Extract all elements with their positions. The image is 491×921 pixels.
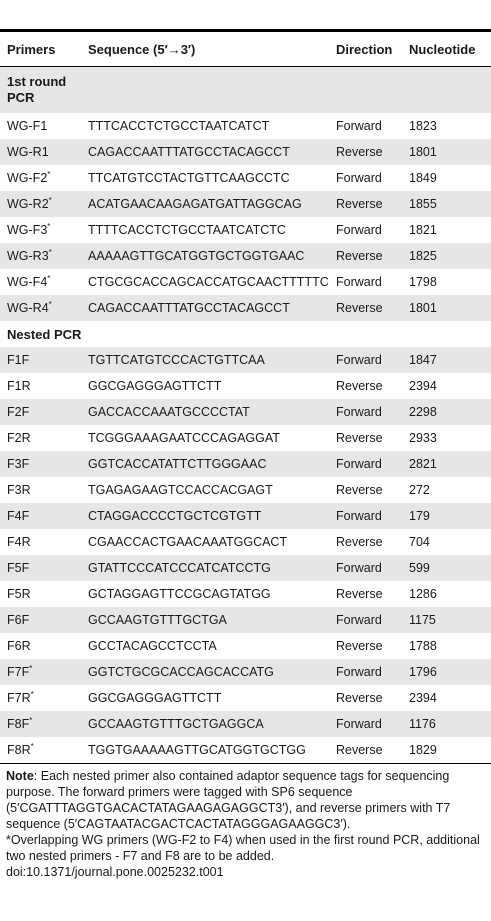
- direction-cell-text: Reverse: [336, 431, 383, 445]
- sequence-cell: [81, 503, 329, 529]
- sequence-cell: [81, 243, 329, 269]
- primer-cell: [0, 165, 81, 191]
- primer-cell-text: F8R: [7, 743, 31, 757]
- primer-cell-text: F5R: [7, 587, 31, 601]
- sequence-cell-text: GGCGAGGGAGTTCTT: [88, 691, 222, 705]
- table-row: [0, 503, 491, 529]
- table-row: [0, 295, 491, 321]
- sequence-cell: [81, 529, 329, 555]
- primer-cell: [0, 295, 81, 321]
- direction-cell-text: Reverse: [336, 743, 383, 757]
- sequence-cell: [81, 347, 329, 373]
- primer-cell-text: WG-F3: [7, 223, 48, 237]
- primer-cell-text: F1F: [7, 353, 30, 367]
- primer-cell-text: WG-R4: [7, 301, 49, 315]
- section-title: Nested PCR: [7, 326, 82, 342]
- nucleotide-cell: [402, 113, 491, 139]
- sequence-cell-text: GCCAAGTGTTTGCTGA: [88, 613, 227, 627]
- table-row: [0, 373, 491, 399]
- nucleotide-cell-text: 704: [409, 535, 430, 549]
- sequence-cell-text: GACCACCAAATGCCCCTAT: [88, 405, 250, 419]
- sequence-cell: [81, 373, 329, 399]
- primer-cell-text: F8F: [7, 717, 30, 731]
- primer-cell: [0, 451, 81, 477]
- sequence-cell-text: CGAACCACTGAACAAATGGCACT: [88, 535, 288, 549]
- sequence-cell: [81, 659, 329, 685]
- direction-cell-text: Forward: [336, 561, 382, 575]
- sequence-cell: [81, 191, 329, 217]
- table-row: [0, 737, 491, 763]
- nucleotide-cell: [402, 139, 491, 165]
- sequence-cell: [81, 685, 329, 711]
- primer-cell-text: WG-R2: [7, 197, 49, 211]
- direction-cell: [329, 399, 402, 425]
- sequence-cell-text: CTGCGCACCAGCACCATGCAACTTTTTC: [88, 275, 329, 289]
- overlap-marker: *: [48, 247, 52, 257]
- nucleotide-cell-text: 1821: [409, 223, 437, 237]
- sequence-cell: [81, 399, 329, 425]
- header-sequence: Sequence (5′→3′): [81, 32, 329, 67]
- direction-cell-text: Forward: [336, 353, 382, 367]
- nucleotide-cell-text: 2298: [409, 405, 437, 419]
- sequence-cell: [81, 139, 329, 165]
- nucleotide-cell: [402, 737, 491, 763]
- direction-cell-text: Reverse: [336, 301, 383, 315]
- overlap-marker: *: [29, 663, 33, 673]
- nucleotide-cell-text: 1176: [409, 717, 436, 731]
- direction-cell: [329, 191, 402, 217]
- nucleotide-cell: [402, 165, 491, 191]
- nucleotide-cell-text: 1847: [409, 353, 437, 367]
- primer-cell-text: WG-F1: [7, 119, 48, 133]
- direction-cell: [329, 373, 402, 399]
- nucleotide-cell: [402, 347, 491, 373]
- direction-cell: [329, 633, 402, 659]
- table-row: [0, 425, 491, 451]
- sequence-cell-text: GCCAAGTGTTTGCTGAGGCA: [88, 717, 264, 731]
- sequence-cell: [81, 295, 329, 321]
- primer-cell-text: F4F: [7, 509, 30, 523]
- overlap-marker: *: [48, 299, 52, 309]
- primer-cell-text: F2R: [7, 431, 31, 445]
- primer-cell-text: WG-F2: [7, 171, 48, 185]
- primer-cell: [0, 113, 81, 139]
- nucleotide-cell-text: 1788: [409, 639, 437, 653]
- nucleotide-cell-text: 2394: [409, 379, 437, 393]
- nucleotide-cell-text: 1825: [409, 249, 437, 263]
- sequence-cell: [81, 555, 329, 581]
- primer-cell: [0, 399, 81, 425]
- table-row: [0, 451, 491, 477]
- direction-cell: [329, 425, 402, 451]
- sequence-cell-text: TGTTCATGTCCCACTGTTCAA: [88, 353, 265, 367]
- primer-cell: [0, 711, 81, 737]
- sequence-cell: [81, 737, 329, 763]
- table-footnotes: [0, 763, 491, 880]
- primer-cell: [0, 139, 81, 165]
- direction-cell-text: Reverse: [336, 145, 383, 159]
- nucleotide-cell-text: 2821: [409, 457, 437, 471]
- direction-cell: [329, 555, 402, 581]
- section-row: [0, 67, 491, 114]
- primer-table: [0, 32, 491, 763]
- nucleotide-cell-text: 1801: [409, 301, 437, 315]
- direction-cell-text: Forward: [336, 171, 382, 185]
- primer-cell: [0, 191, 81, 217]
- nucleotide-cell: [402, 503, 491, 529]
- table-row: [0, 633, 491, 659]
- overlap-marker: *: [47, 221, 51, 231]
- direction-cell-text: Reverse: [336, 197, 383, 211]
- direction-cell: [329, 529, 402, 555]
- primer-cell: [0, 373, 81, 399]
- direction-cell: [329, 451, 402, 477]
- sequence-cell: [81, 711, 329, 737]
- primer-cell-text: WG-F4: [7, 275, 48, 289]
- table-row: [0, 711, 491, 737]
- sequence-cell-text: GCTAGGAGTTCCGCAGTATGG: [88, 587, 271, 601]
- primer-cell: [0, 581, 81, 607]
- direction-cell: [329, 139, 402, 165]
- direction-cell: [329, 659, 402, 685]
- sequence-cell-text: TTTCACCTCTGCCTAATCATCT: [88, 119, 270, 133]
- nucleotide-cell: [402, 685, 491, 711]
- sequence-cell-text: CTAGGACCCCTGCTCGTGTT: [88, 509, 262, 523]
- direction-cell-text: Forward: [336, 509, 382, 523]
- nucleotide-cell-text: 2394: [409, 691, 437, 705]
- table-page: [0, 29, 491, 880]
- direction-cell-text: Reverse: [336, 483, 383, 497]
- primer-cell: [0, 425, 81, 451]
- primer-cell-text: WG-R1: [7, 145, 49, 159]
- sequence-cell: [81, 425, 329, 451]
- direction-cell: [329, 165, 402, 191]
- nucleotide-cell: [402, 607, 491, 633]
- table-row: [0, 607, 491, 633]
- sequence-cell: [81, 581, 329, 607]
- table-row: [0, 243, 491, 269]
- header-row: [0, 32, 491, 67]
- nucleotide-cell: [402, 425, 491, 451]
- nucleotide-cell: [402, 581, 491, 607]
- sequence-cell-text: TGGTGAAAAAGTTGCATGGTGCTGG: [88, 743, 306, 757]
- section-filler: [81, 67, 491, 114]
- direction-cell-text: Forward: [336, 457, 382, 471]
- direction-cell-text: Forward: [336, 223, 382, 237]
- nucleotide-cell-text: 1175: [409, 613, 436, 627]
- direction-cell: [329, 347, 402, 373]
- table-row: [0, 529, 491, 555]
- nucleotide-cell-text: 1798: [409, 275, 437, 289]
- table-body: [0, 67, 491, 764]
- direction-cell-text: Forward: [336, 717, 382, 731]
- section-row: [0, 321, 491, 347]
- table-row: [0, 555, 491, 581]
- nucleotide-cell-text: 1829: [409, 743, 437, 757]
- table-row: [0, 269, 491, 295]
- primer-cell-text: F5F: [7, 561, 30, 575]
- primer-cell-text: F3R: [7, 483, 31, 497]
- direction-cell: [329, 217, 402, 243]
- nucleotide-cell-text: 272: [409, 483, 430, 497]
- sequence-cell: [81, 113, 329, 139]
- overlap-marker: *: [47, 169, 51, 179]
- header-direction: Direction: [329, 32, 402, 67]
- nucleotide-cell-text: 1855: [409, 197, 437, 211]
- table-row: [0, 113, 491, 139]
- primer-cell-text: F2F: [7, 405, 30, 419]
- nucleotide-cell: [402, 295, 491, 321]
- table-row: [0, 581, 491, 607]
- nucleotide-cell-text: 599: [409, 561, 430, 575]
- primer-cell-text: F4R: [7, 535, 31, 549]
- doi-text: doi:10.1371/journal.pone.0025232.t001: [6, 865, 224, 879]
- direction-cell: [329, 685, 402, 711]
- table-row: [0, 399, 491, 425]
- primer-cell: [0, 347, 81, 373]
- overlap-marker: *: [47, 273, 51, 283]
- overlap-marker: *: [48, 195, 52, 205]
- nucleotide-cell: [402, 633, 491, 659]
- direction-cell: [329, 295, 402, 321]
- direction-cell-text: Forward: [336, 275, 382, 289]
- nucleotide-cell-text: 1823: [409, 119, 437, 133]
- nucleotide-cell: [402, 217, 491, 243]
- overlap-marker: *: [30, 741, 34, 751]
- header-nucleotide: Nucleotide: [402, 32, 491, 67]
- table-row: [0, 217, 491, 243]
- nucleotide-cell: [402, 529, 491, 555]
- sequence-cell: [81, 451, 329, 477]
- nucleotide-cell: [402, 191, 491, 217]
- primer-cell-text: F3F: [7, 457, 30, 471]
- direction-cell-text: Reverse: [336, 379, 383, 393]
- note-paragraph: [6, 768, 488, 832]
- direction-cell-text: Reverse: [336, 691, 383, 705]
- sequence-cell: [81, 269, 329, 295]
- primer-cell: [0, 607, 81, 633]
- table-row: [0, 347, 491, 373]
- sequence-cell: [81, 217, 329, 243]
- header-primers: Primers: [0, 32, 81, 67]
- note-text: : Each nested primer also contained adaptor sequence tags for sequencing purpose. The forward primers were tagged with SP6 sequence (5′CGATTTAGGTGACACTATAGAAGAGAGGCT3′), and reverse primers with T7 sequence (5′CAGTAATACGACTCACTATAGGGAGAAGGC3′).: [6, 769, 451, 831]
- overlap-footnote: *Overlapping WG primers (WG-F2 to F4) when used in the first round PCR, additional two nested primers - F7 and F8 are to be added.: [6, 833, 480, 863]
- nucleotide-cell-text: 1796: [409, 665, 437, 679]
- nucleotide-cell: [402, 451, 491, 477]
- direction-cell: [329, 737, 402, 763]
- primer-cell-text: F1R: [7, 379, 31, 393]
- nucleotide-cell-text: 1801: [409, 145, 437, 159]
- section-title: 1st round PCR: [0, 67, 81, 114]
- direction-cell: [329, 269, 402, 295]
- direction-cell: [329, 711, 402, 737]
- direction-cell-text: Forward: [336, 613, 382, 627]
- sequence-cell: [81, 477, 329, 503]
- direction-cell-text: Forward: [336, 665, 382, 679]
- overlap-marker: *: [30, 689, 34, 699]
- nucleotide-cell-text: 2933: [409, 431, 437, 445]
- table-row: [0, 165, 491, 191]
- table-row: [0, 139, 491, 165]
- direction-cell-text: Reverse: [336, 587, 383, 601]
- nucleotide-cell: [402, 373, 491, 399]
- table-row: [0, 191, 491, 217]
- primer-cell: [0, 503, 81, 529]
- sequence-cell-text: GCCTACAGCCTCCTA: [88, 639, 217, 653]
- nucleotide-cell: [402, 477, 491, 503]
- direction-cell-text: Reverse: [336, 249, 383, 263]
- sequence-cell-text: TCGGGAAAGAATCCCAGAGGAT: [88, 431, 280, 445]
- primer-cell: [0, 269, 81, 295]
- primer-cell: [0, 477, 81, 503]
- nucleotide-cell: [402, 399, 491, 425]
- sequence-cell-text: TGAGAGAAGTCCACCACGAGT: [88, 483, 273, 497]
- nucleotide-cell: [402, 269, 491, 295]
- nucleotide-cell: [402, 555, 491, 581]
- overlap-marker: *: [29, 715, 33, 725]
- sequence-cell-text: GTATTCCCATCCCATCATCCTG: [88, 561, 271, 575]
- sequence-cell-text: GGTCTGCGCACCAGCACCATG: [88, 665, 274, 679]
- table-row: [0, 477, 491, 503]
- primer-cell-text: F7F: [7, 665, 30, 679]
- note-label: Note: [6, 769, 34, 783]
- nucleotide-cell-text: 1849: [409, 171, 437, 185]
- primer-cell: [0, 633, 81, 659]
- primer-cell: [0, 659, 81, 685]
- direction-cell-text: Forward: [336, 405, 382, 419]
- direction-cell-text: Forward: [336, 119, 382, 133]
- sequence-cell-text: CAGACCAATTTATGCCTACAGCCT: [88, 301, 290, 315]
- sequence-cell-text: GGCGAGGGAGTTCTT: [88, 379, 222, 393]
- direction-cell: [329, 607, 402, 633]
- sequence-cell: [81, 633, 329, 659]
- primer-cell-text: F7R: [7, 691, 31, 705]
- direction-cell: [329, 503, 402, 529]
- direction-cell: [329, 477, 402, 503]
- primer-cell: [0, 685, 81, 711]
- sequence-cell: [81, 607, 329, 633]
- sequence-cell-text: ACATGAACAAGAGATGATTAGGCAG: [88, 197, 302, 211]
- primer-cell-text: F6R: [7, 639, 31, 653]
- direction-cell: [329, 581, 402, 607]
- nucleotide-cell: [402, 711, 491, 737]
- sequence-cell-text: GGTCACCATATTCTTGGGAAC: [88, 457, 267, 471]
- sequence-cell-text: TTCATGTCCTACTGTTCAAGCCTC: [88, 171, 290, 185]
- table-row: [0, 659, 491, 685]
- nucleotide-cell-text: 1286: [409, 587, 437, 601]
- sequence-cell: [81, 165, 329, 191]
- nucleotide-cell: [402, 243, 491, 269]
- direction-cell-text: Reverse: [336, 535, 383, 549]
- primer-cell: [0, 243, 81, 269]
- sequence-cell-text: AAAAAGTTGCATGGTGCTGGTGAAC: [88, 249, 305, 263]
- primer-cell-text: F6F: [7, 613, 30, 627]
- nucleotide-cell: [402, 659, 491, 685]
- nucleotide-cell-text: 179: [409, 509, 430, 523]
- primer-cell: [0, 555, 81, 581]
- table-row: [0, 685, 491, 711]
- sequence-cell-text: CAGACCAATTTATGCCTACAGCCT: [88, 145, 290, 159]
- primer-cell: [0, 737, 81, 763]
- direction-cell: [329, 113, 402, 139]
- direction-cell-text: Reverse: [336, 639, 383, 653]
- primer-cell-text: WG-R3: [7, 249, 49, 263]
- direction-cell: [329, 243, 402, 269]
- primer-cell: [0, 529, 81, 555]
- sequence-cell-text: TTTTCACCTCTGCCTAATCATCTC: [88, 223, 286, 237]
- primer-cell: [0, 217, 81, 243]
